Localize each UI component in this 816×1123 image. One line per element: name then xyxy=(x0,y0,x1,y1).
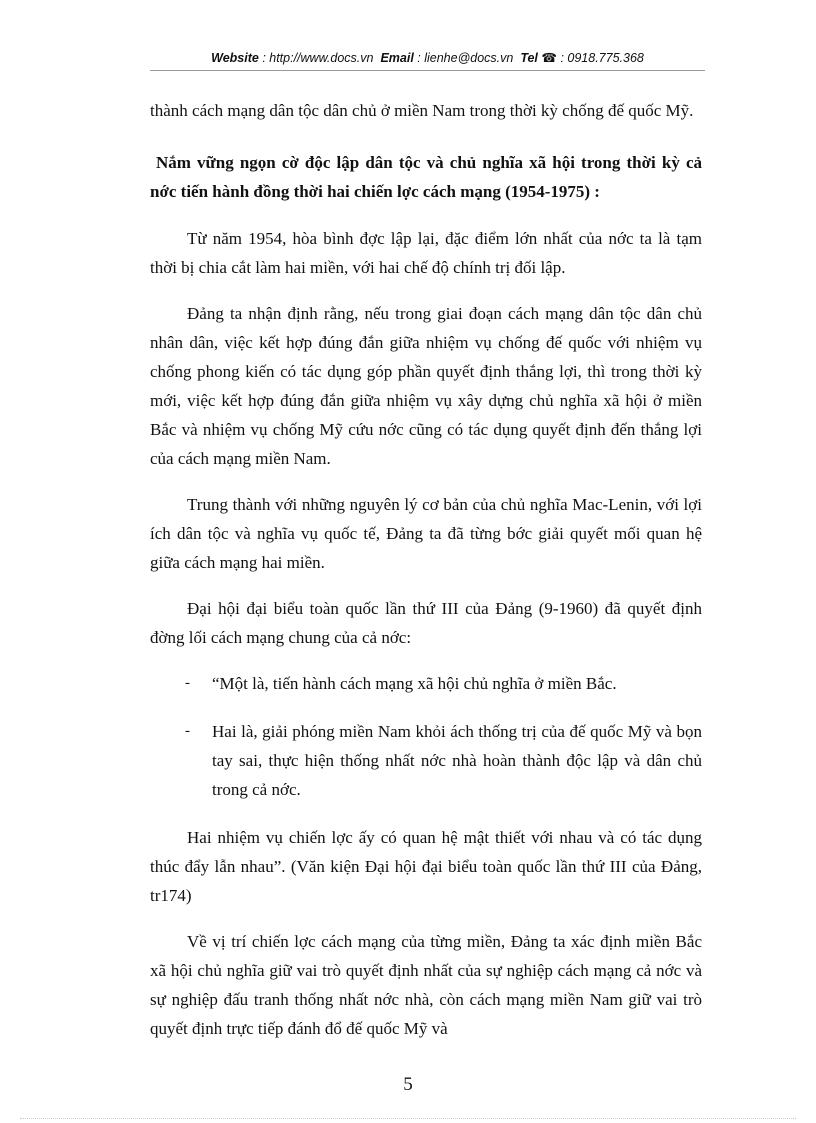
website-label: Website xyxy=(211,51,259,65)
bullet-item xyxy=(150,717,702,804)
header-divider xyxy=(150,70,705,71)
bullet-text: “Một là, tiến hành cách mạng xã hội chủ nghĩa ở miền Bắc. xyxy=(212,674,617,693)
paragraph: Hai nhiệm vụ chiến lợc ấy có quan hệ mật thiết với nhau và có tác dụng thúc đẩy lẫn nhau”. (Văn kiện Đại hội đại biểu toàn quốc lần thứ III của Đảng, tr174) xyxy=(150,828,702,905)
email-label: Email xyxy=(380,51,414,65)
paragraph: Từ năm 1954, hòa bình đợc lập lại, đặc điểm lớn nhất của nớc ta là tạm thời bị chia cắt làm hai miền, với hai chế độ chính trị đối lập. xyxy=(150,229,702,277)
paragraph: Về vị trí chiến lợc cách mạng của từng miền, Đảng ta xác định miền Bắc xã hội chủ nghĩa giữ vai trò quyết định nhất của sự nghiệp cách mạng cả nớc và sự nghiệp đấu tranh thống nhất nớc nhà, còn cách mạng miền Nam giữ vai trò quyết định trực tiếp đánh đổ đế quốc Mỹ và xyxy=(150,932,702,1038)
footer-divider xyxy=(20,1118,796,1119)
tel-number: : 0918.775.368 xyxy=(560,51,644,65)
bullet-text: Hai là, giải phóng miền Nam khỏi ách thống trị của đế quốc Mỹ và bọn tay sai, thực hiện thống nhất nớc nhà hoàn thành độc lập và dân chủ trong cả nớc. xyxy=(212,722,702,799)
bullet-marker: - xyxy=(185,723,190,739)
paragraph: Đảng ta nhận định rằng, nếu trong giai đoạn cách mạng dân tộc dân chủ nhân dân, việc kết hợp đúng đắn giữa nhiệm vụ chống đế quốc với nhiệm vụ chống phong kiến có tác dụng góp phần quyết định thắng lợi, thì trong thời kỳ mới, việc kết hợp đúng đắn giữa nhiệm vụ xây dựng chủ nghĩa xã hội ở miền Bắc và nhiệm vụ chống Mỹ cứu nớc cũng có tác dụng quyết định đến thắng lợi của cách mạng miền Nam. xyxy=(150,304,702,468)
page-header xyxy=(150,50,705,65)
website-url[interactable]: : http://www.docs.vn xyxy=(262,51,374,65)
email-address[interactable]: : lienhe@docs.vn xyxy=(417,51,514,65)
page-number: 5 xyxy=(403,1074,413,1095)
paragraph-continuation: thành cách mạng dân tộc dân chủ ở miền Nam trong thời kỳ chống đế quốc Mỹ. xyxy=(150,101,694,120)
tel-label: Tel ☎ xyxy=(520,51,557,65)
section-heading: Nắm vững ngọn cờ độc lập dân tộc và chủ nghĩa xã hội trong thời kỳ cả nớc tiến hành đồng thời hai chiến lợc cách mạng (1954-1975) : xyxy=(150,153,702,201)
document-body xyxy=(150,96,702,1060)
bullet-marker: - xyxy=(185,675,190,691)
paragraph: Đại hội đại biểu toàn quốc lần thứ III của Đảng (9-1960) đã quyết định đờng lối cách mạng chung của cả nớc: xyxy=(150,599,702,647)
bullet-item xyxy=(150,669,702,698)
paragraph: Trung thành với những nguyên lý cơ bản của chủ nghĩa Mac-Lenin, với lợi ích dân tộc và nghĩa vụ quốc tế, Đảng ta đã từng bớc giải quyết mối quan hệ giữa cách mạng hai miền. xyxy=(150,495,702,572)
